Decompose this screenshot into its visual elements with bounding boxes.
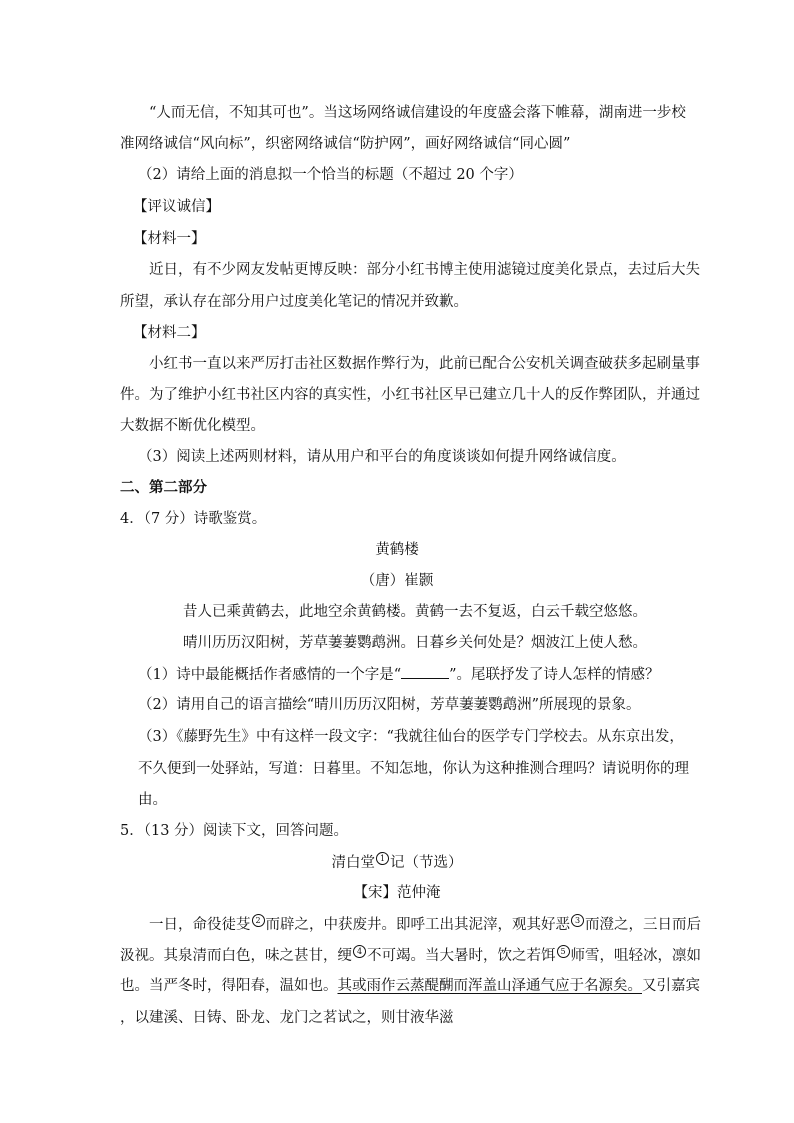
essay-line-2-part-c: 师雪，咀轻冰，凛如 (570, 947, 701, 964)
news-text-line-2: 准网络诚信“风向标”，织密网络诚信“防护网”，画好网络诚信“同心圆” (120, 136, 571, 152)
essay-line-3-part-a: 也。当严冬时，得阳春，温如也。 (120, 978, 338, 994)
question-3: （3）阅读上述两则材料，请从用户和平台的角度谈谈如何提升网络诚信度。 (138, 449, 626, 465)
essay-line-2 (120, 945, 701, 966)
essay-title-tail: 记（节选） (390, 854, 463, 871)
question-4-3-line-3: 由。 (138, 792, 167, 808)
footnote-marker-3: 3 (571, 914, 584, 927)
footnote-marker-4: 4 (353, 945, 366, 958)
essay-line-4: ，以建溪、日铸、卧龙、龙门之茗试之，则甘液华滋 (120, 1010, 454, 1026)
question-4-1-suffix: ”。尾联抒发了诗人怎样的情感？ (449, 667, 660, 683)
material-1-line-2: 所望，承认存在部分用户过度美化笔记的情况并致歉。 (120, 294, 468, 310)
question-4-header: 4．（7 分）诗歌鉴赏。 (120, 511, 267, 527)
question-2: （2）请给上面的消息拟一个恰当的标题（不超过 20 个字） (138, 167, 523, 183)
footnote-marker-5: 5 (557, 945, 570, 958)
question-4-2: （2）请用自己的语言描绘“晴川历历汉阳树，芳草萋萋鹦鹉洲”所展现的景象。 (138, 697, 641, 713)
essay-line-1-part-c: 而澄之，三日而后 (585, 916, 701, 933)
material-2-line-2: 件。为了维护小红书社区内容的真实性，小红书社区早已建立几十人的反作弊团队，并通过 (120, 387, 700, 403)
essay-author: 【宋】范仲淹 (353, 885, 441, 901)
essay-title (0, 852, 794, 873)
question-5-header: 5．（13 分）阅读下文，回答问题。 (120, 823, 349, 839)
section-2-heading: 二、第二部分 (120, 479, 207, 496)
essay-line-1 (149, 914, 701, 935)
poem-title: 黄鹤楼 (375, 542, 419, 558)
material-1-title: 【材料一】 (133, 231, 206, 247)
question-4-3-line-1: （3）《藤野先生》中有这样一段文字：“我就往仙台的医学专门学校去。从东京出发， (138, 729, 684, 745)
essay-line-1-part-a: 一日，命役徒芟 (149, 916, 251, 933)
poem-line-1: 昔人已乘黄鹤去，此地空余黄鹤楼。黄鹤一去不复返，白云千载空悠悠。 (183, 604, 647, 620)
news-text-line-1: “人而无信，不知其可也”。当这场网络诚信建设的年度盛会落下帷幕，湖南进一步校 (149, 105, 686, 121)
essay-title-main: 清白堂 (331, 854, 375, 871)
essay-line-1-part-b: 而辟之，中获废井。即呼工出其泥滓，观其好恶 (265, 916, 570, 933)
essay-line-2-part-b: 不可竭。当大暑时，饮之若饵 (367, 947, 556, 964)
footnote-marker-2: 2 (252, 914, 265, 927)
section-eval-heading: 【评议诚信】 (133, 199, 220, 215)
question-4-1-prefix: （1）诗中最能概括作者感情的一个字是“ (138, 667, 402, 683)
answer-blank[interactable] (401, 664, 449, 679)
material-1-line-1: 近日，有不少网友发帖更博反映：部分小红书博主使用滤镜过度美化景点，去过后大失 (149, 262, 700, 278)
poem-author: （唐）崔颢 (360, 573, 434, 589)
essay-line-2-part-a: 汲视。其泉清而白色，味之甚甘，绠 (120, 947, 352, 964)
material-2-line-3: 大数据不断优化模型。 (120, 418, 265, 434)
question-4-1 (138, 664, 660, 685)
material-2-title: 【材料二】 (133, 325, 206, 341)
essay-line-3 (120, 976, 700, 996)
footnote-marker-1: 1 (376, 852, 389, 865)
essay-line-3-part-b: 又引嘉宾 (642, 978, 700, 994)
essay-underlined-sentence: 其或雨作云蒸醍醐而浑盖山泽通气应于名源矣。 (337, 978, 642, 994)
question-4-3-line-2: 不久便到一处驿站，写道：日暮里。不知怎地，你认为这种推测合理吗？请说明你的理 (138, 761, 689, 777)
poem-line-2: 晴川历历汉阳树，芳草萋萋鹦鹉洲。日暮乡关何处是？烟波江上使人愁。 (183, 635, 647, 651)
material-2-line-1: 小红书一直以来严厉打击社区数据作弊行为，此前已配合公安机关调查破获多起刷量事 (149, 356, 700, 372)
